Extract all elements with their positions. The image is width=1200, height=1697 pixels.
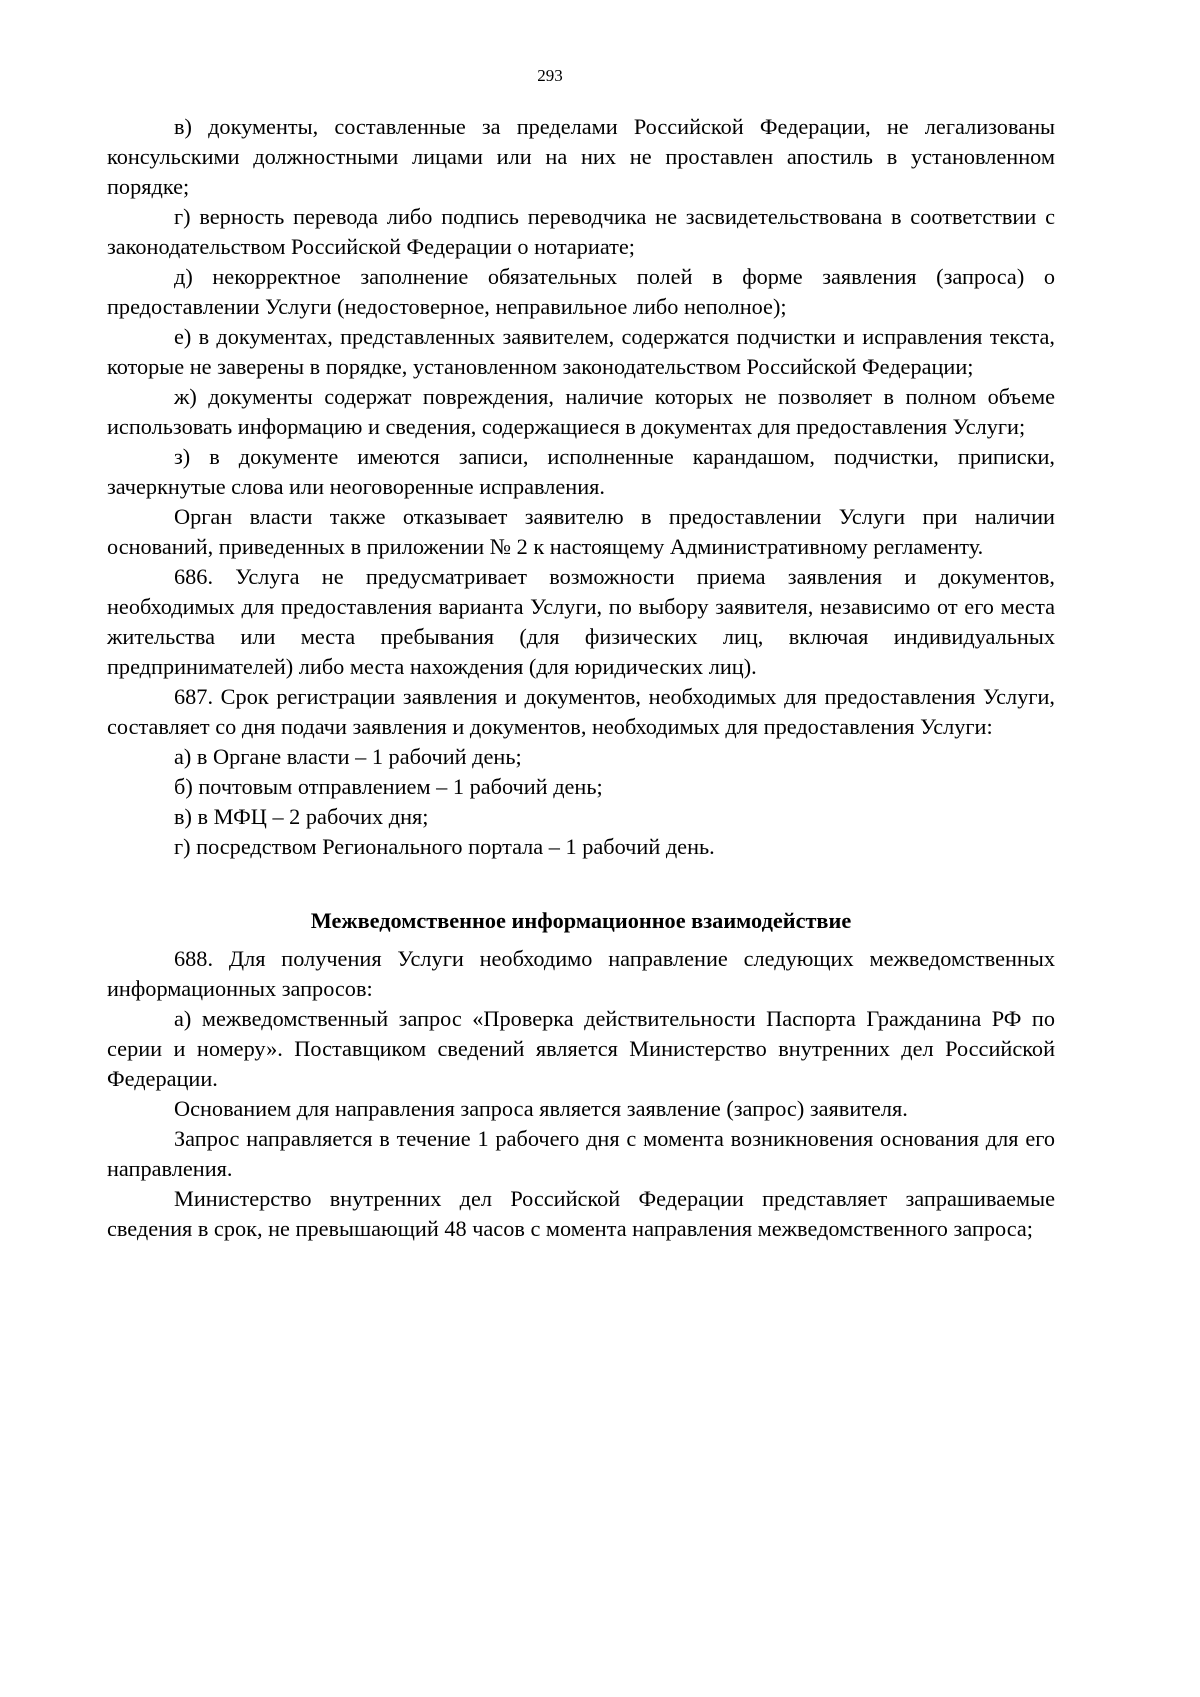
list-item: в) в МФЦ – 2 рабочих дня;	[174, 804, 429, 829]
paragraph: Основанием для направления запроса является заявление (запрос) заявителя.	[174, 1096, 908, 1121]
paragraph: е) в документах, представленных заявителем, содержатся подчистки и исправления текста, которые не заверены в порядке, установленном законодательством Российской Федерации;	[107, 324, 1055, 379]
paragraph: 688. Для получения Услуги необходимо направление следующих межведомственных информационных запросов:	[107, 946, 1055, 1001]
paragraph: Орган власти также отказывает заявителю в предоставлении Услуги при наличии оснований, приведенных в приложении № 2 к настоящему Административному регламенту.	[107, 504, 1055, 559]
section-heading: Межведомственное информационное взаимодействие	[310, 908, 852, 933]
list-item: а) в Органе власти – 1 рабочий день;	[174, 744, 522, 769]
paragraph: г) верность перевода либо подпись переводчика не засвидетельствована в соответствии с законодательством Российской Федерации о нотариате;	[107, 204, 1055, 259]
paragraph: 687. Срок регистрации заявления и документов, необходимых для предоставления Услуги, составляет со дня подачи заявления и документов, необходимых для предоставления Услуги:	[107, 684, 1055, 739]
paragraph: в) документы, составленные за пределами Российской Федерации, не легализованы консульскими должностными лицами или на них не проставлен апостиль в установленном порядке;	[107, 114, 1055, 199]
spacer	[107, 936, 1055, 944]
list-item: г) посредством Регионального портала – 1 рабочий день.	[174, 834, 715, 859]
paragraph: ж) документы содержат повреждения, наличие которых не позволяет в полном объеме использовать информацию и сведения, содержащиеся в документах для предоставления Услуги;	[107, 384, 1055, 439]
page-number: 293	[537, 66, 563, 85]
paragraph: Запрос направляется в течение 1 рабочего дня с момента возникновения основания для его направления.	[107, 1126, 1055, 1181]
paragraph: д) некорректное заполнение обязательных полей в форме заявления (запроса) о предоставлении Услуги (недостоверное, неправильное либо неполное);	[107, 264, 1055, 319]
spacer	[107, 862, 1055, 906]
paragraph: 686. Услуга не предусматривает возможности приема заявления и документов, необходимых для предоставления варианта Услуги, по выбору заявителя, независимо от его места жительства или места пребывания (для физических лиц, включая индивидуальных предпринимателей) либо места нахождения (для юридических лиц).	[107, 564, 1055, 679]
paragraph: з) в документе имеются записи, исполненные карандашом, подчистки, приписки, зачеркнутые слова или неоговоренные исправления.	[107, 444, 1055, 499]
paragraph: Министерство внутренних дел Российской Федерации представляет запрашиваемые сведения в срок, не превышающий 48 часов с момента направления межведомственного запроса;	[107, 1186, 1055, 1241]
list-item: б) почтовым отправлением – 1 рабочий день;	[174, 774, 603, 799]
document-body	[107, 112, 1055, 1244]
paragraph: а) межведомственный запрос «Проверка действительности Паспорта Гражданина РФ по серии и номеру». Поставщиком сведений является Министерство внутренних дел Российской Федерации.	[107, 1006, 1055, 1091]
